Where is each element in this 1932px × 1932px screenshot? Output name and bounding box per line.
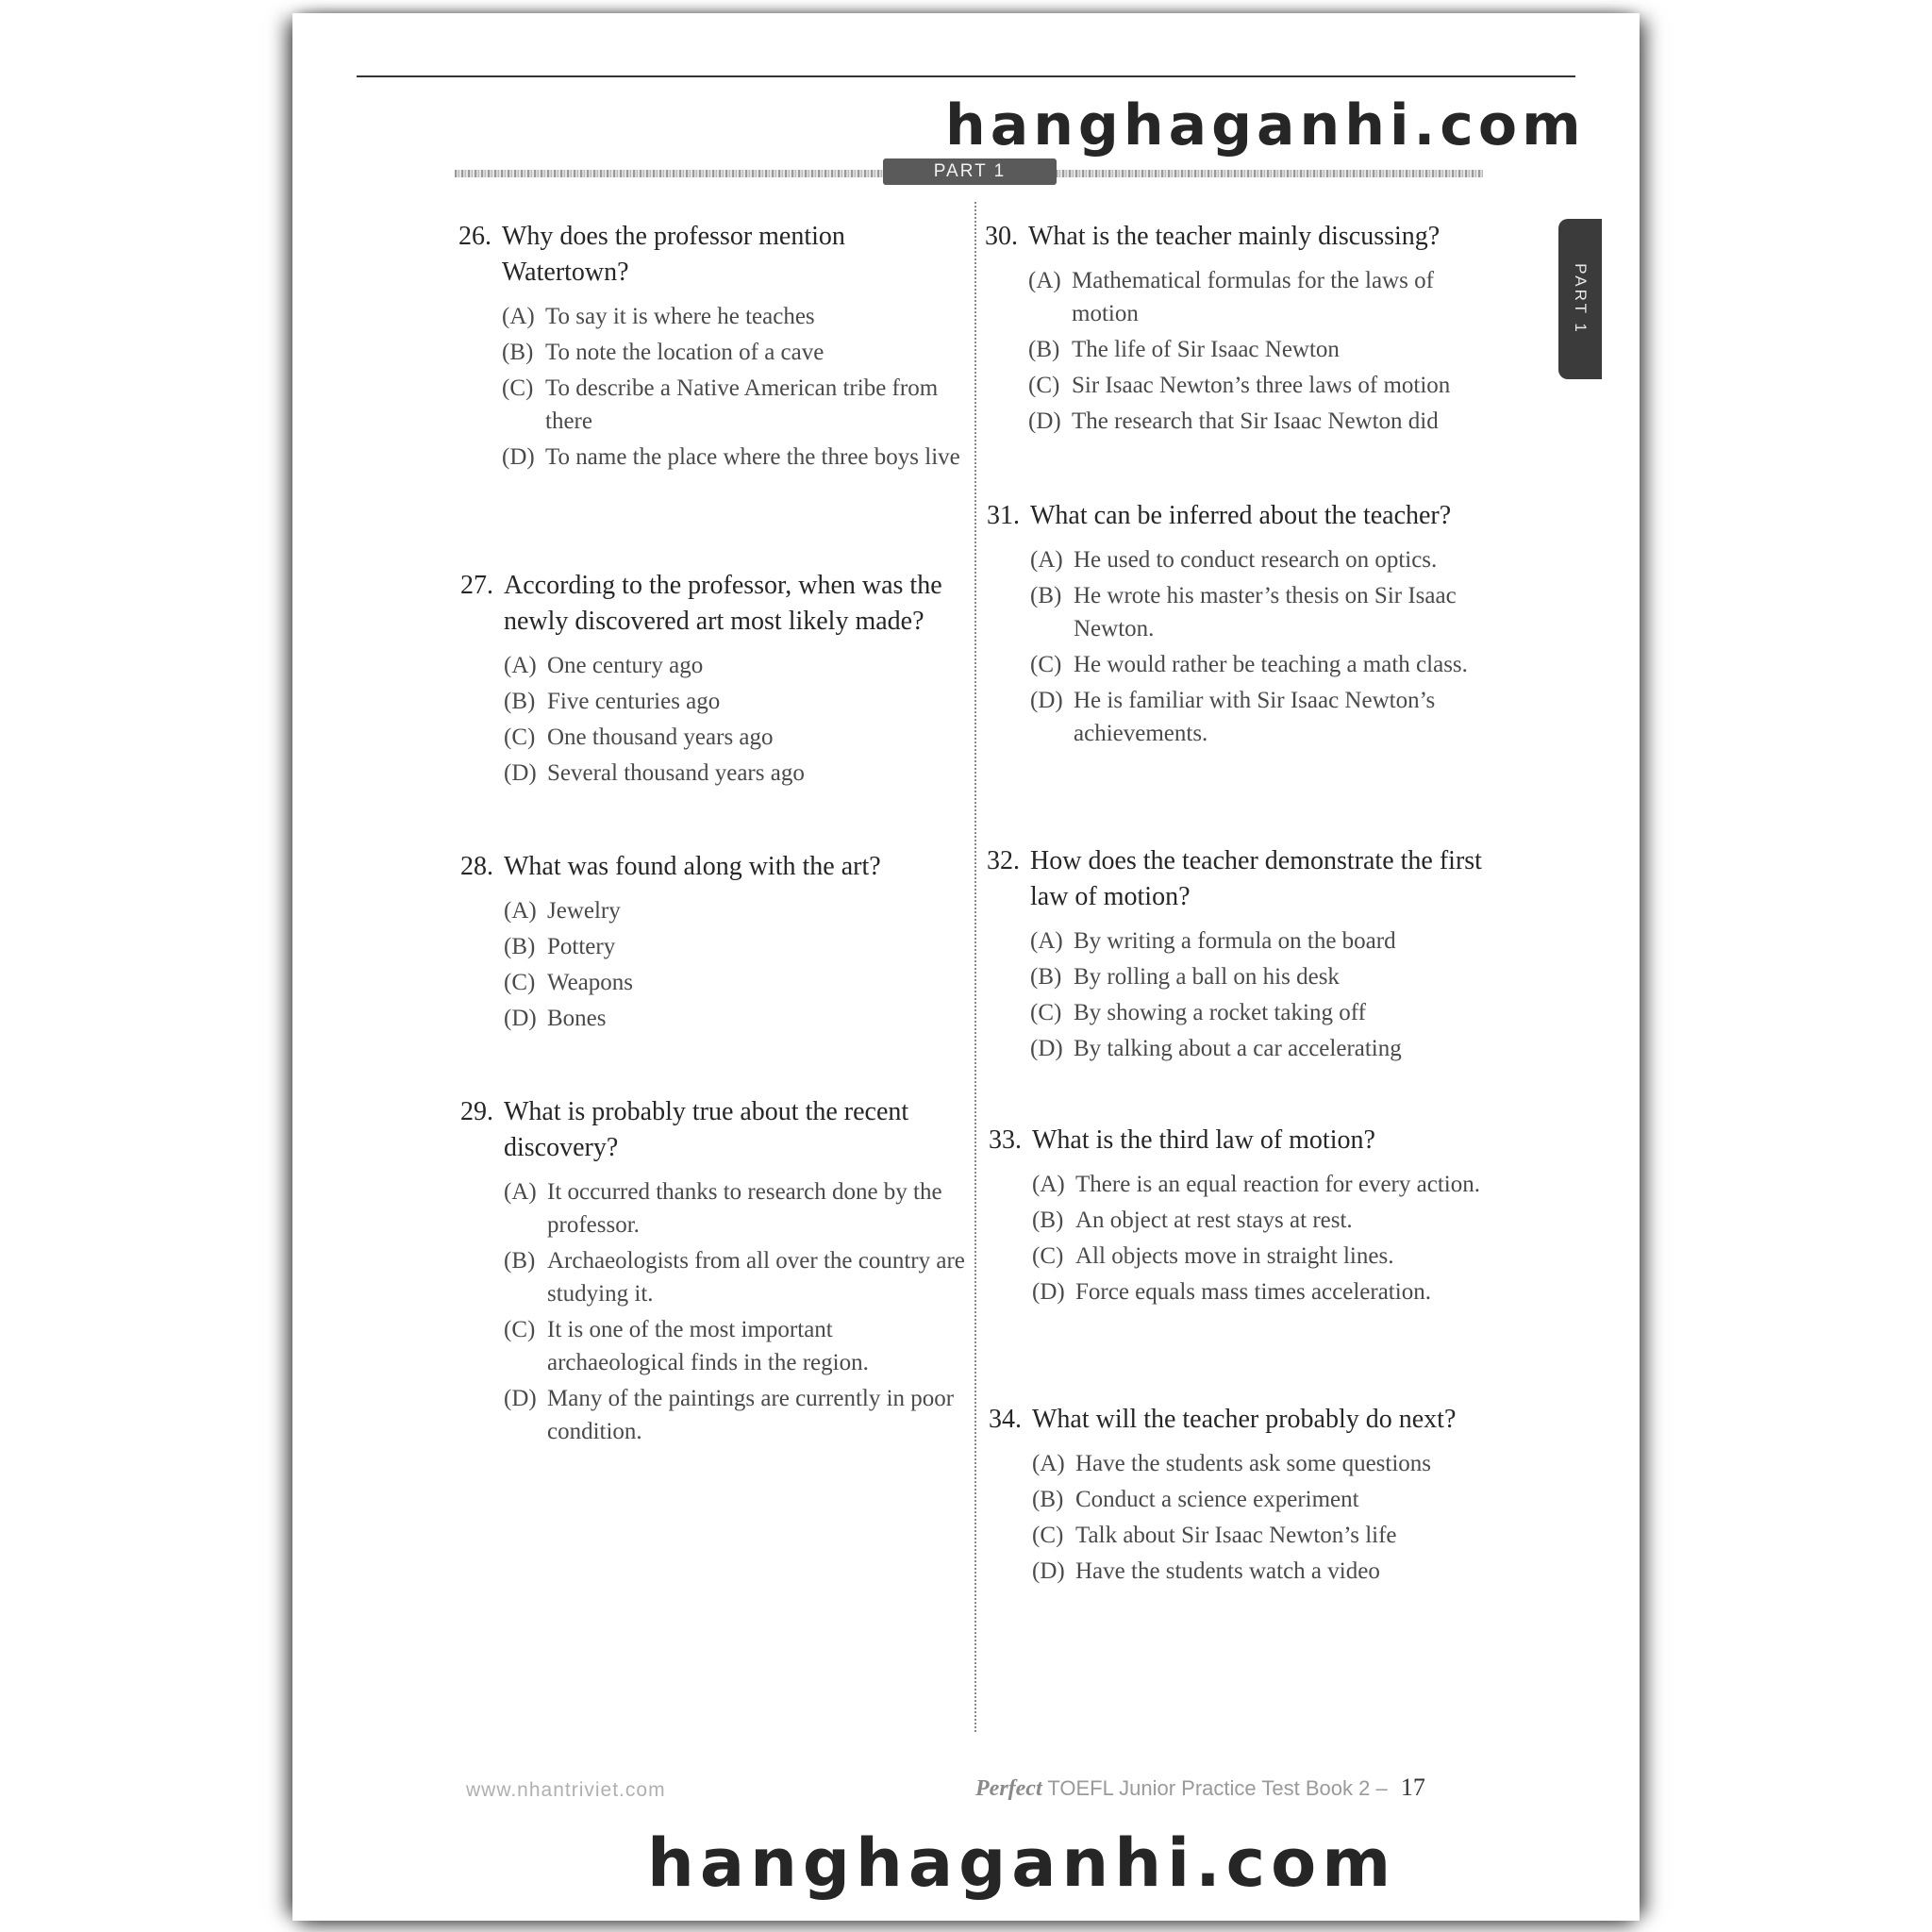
question-number: 34.: [989, 1405, 1022, 1434]
option-text: The life of Sir Isaac Newton: [1072, 337, 1340, 362]
option-c: [1030, 996, 1496, 1029]
option-text: One century ago: [547, 653, 704, 678]
option-letter: (B): [504, 934, 536, 959]
top-rule: [357, 75, 1575, 77]
option-d: [1028, 405, 1494, 438]
option-text: Have the students ask some questions: [1075, 1451, 1432, 1476]
option-text: Bones: [547, 1006, 607, 1031]
question-32: [987, 843, 1496, 1068]
option-b: [1030, 579, 1496, 645]
option-d: [1032, 1555, 1498, 1588]
option-letter: (B): [502, 340, 534, 365]
question-number: 30.: [985, 222, 1018, 251]
option-text: It occurred thanks to research done by the professor.: [547, 1179, 942, 1238]
option-b: [1032, 1483, 1498, 1516]
option-text: Conduct a science experiment: [1075, 1487, 1359, 1512]
option-letter: (B): [1032, 1487, 1064, 1512]
option-letter: (B): [1028, 337, 1060, 362]
option-b: [1028, 333, 1494, 366]
question-26: [458, 219, 968, 476]
question-number: 26.: [458, 222, 491, 251]
option-a: [504, 1175, 970, 1241]
option-text: Five centuries ago: [547, 689, 721, 714]
option-letter: (D): [1032, 1279, 1065, 1305]
option-text: Talk about Sir Isaac Newton’s life: [1075, 1523, 1397, 1548]
option-letter: (A): [1030, 547, 1063, 573]
option-a: [1030, 543, 1496, 576]
option-c: [1030, 648, 1496, 681]
option-letter: (D): [1028, 408, 1061, 434]
question-text: What is the third law of motion?: [1032, 1125, 1375, 1155]
option-c: [504, 721, 970, 754]
option-c: [1032, 1240, 1498, 1273]
option-letter: (C): [504, 970, 536, 995]
option-letter: (B): [1030, 583, 1062, 608]
option-letter: (C): [504, 1317, 536, 1342]
column-divider: [974, 202, 976, 1732]
option-b: [502, 336, 968, 369]
question-number: 31.: [987, 501, 1020, 530]
option-text: He wrote his master’s thesis on Sir Isaac Newton.: [1074, 583, 1457, 641]
question-text: What is the teacher mainly discussing?: [1028, 222, 1441, 251]
option-c: [1032, 1519, 1498, 1552]
option-text: One thousand years ago: [547, 724, 774, 750]
option-a: [1030, 924, 1496, 958]
part-label: PART 1: [883, 158, 1057, 185]
option-d: [502, 441, 968, 474]
question-number: 27.: [460, 571, 493, 600]
option-a: [1032, 1447, 1498, 1480]
option-text: There is an equal reaction for every action.: [1075, 1172, 1480, 1197]
question-34: [989, 1402, 1498, 1591]
option-a: [504, 649, 970, 682]
option-text: By rolling a ball on his desk: [1074, 964, 1340, 990]
option-text: Sir Isaac Newton’s three laws of motion: [1072, 373, 1451, 398]
option-letter: (D): [502, 444, 535, 470]
option-letter: (A): [504, 1179, 537, 1205]
watermark-top: hanghaganhi.com: [945, 92, 1586, 158]
option-d: [504, 757, 970, 790]
option-text: The research that Sir Isaac Newton did: [1072, 408, 1439, 434]
option-text: Mathematical formulas for the laws of motion: [1072, 268, 1434, 326]
option-letter: (C): [1030, 1000, 1062, 1025]
footer-book-info: [975, 1774, 1425, 1802]
option-text: Archaeologists from all over the country are studying it.: [547, 1248, 965, 1307]
option-letter: (B): [1032, 1208, 1064, 1233]
option-text: Pottery: [547, 934, 616, 959]
option-letter: (A): [1032, 1172, 1065, 1197]
question-text: What can be inferred about the teacher?: [1030, 501, 1452, 530]
question-33: [989, 1123, 1498, 1311]
option-letter: (B): [504, 689, 536, 714]
option-text: Many of the paintings are currently in poor condition.: [547, 1386, 955, 1444]
question-text: What was found along with the art?: [504, 852, 881, 881]
option-letter: (C): [1032, 1243, 1064, 1269]
question-number: 33.: [989, 1125, 1022, 1155]
option-letter: (A): [504, 898, 537, 924]
option-letter: (D): [1032, 1558, 1065, 1584]
option-letter: (C): [1028, 373, 1060, 398]
question-text: Why does the professor mention Watertown?: [502, 222, 845, 287]
option-text: To name the place where the three boys live: [545, 444, 960, 470]
option-letter: (D): [504, 1386, 537, 1411]
option-d: [1032, 1275, 1498, 1308]
footer-website: www.nhantriviet.com: [466, 1779, 666, 1801]
option-a: [504, 894, 970, 927]
question-28: [460, 849, 970, 1038]
option-text: He used to conduct research on optics.: [1074, 547, 1438, 573]
option-text: To note the location of a cave: [545, 340, 824, 365]
question-text: According to the professor, when was the newly discovered art most likely made?: [504, 571, 942, 636]
option-letter: (A): [1028, 268, 1061, 293]
option-a: [1028, 264, 1494, 330]
option-letter: (D): [1030, 1036, 1063, 1061]
question-30: [985, 219, 1494, 441]
question-text: How does the teacher demonstrate the first law of motion?: [1030, 846, 1482, 911]
option-d: [1030, 1032, 1496, 1065]
option-text: Have the students watch a video: [1075, 1558, 1380, 1584]
option-text: Force equals mass times acceleration.: [1075, 1279, 1431, 1305]
side-tab-label: PART 1: [1572, 263, 1590, 335]
option-letter: (C): [1032, 1523, 1064, 1548]
option-b: [1032, 1204, 1498, 1237]
option-text: Weapons: [547, 970, 634, 995]
option-letter: (C): [504, 724, 536, 750]
book-page: [292, 13, 1640, 1921]
option-d: [1030, 684, 1496, 750]
option-b: [504, 930, 970, 963]
option-b: [1030, 960, 1496, 993]
option-letter: (A): [502, 304, 535, 329]
option-text: To describe a Native American tribe from there: [545, 375, 939, 434]
option-b: [504, 1244, 970, 1310]
question-number: 32.: [987, 846, 1020, 875]
option-a: [502, 300, 968, 333]
option-text: It is one of the most important archaeological finds in the region.: [547, 1317, 869, 1375]
option-text: Several thousand years ago: [547, 760, 805, 786]
question-31: [987, 498, 1496, 753]
option-text: By showing a rocket taking off: [1074, 1000, 1366, 1025]
page-number: 17: [1400, 1774, 1425, 1801]
footer-brand: Perfect: [975, 1776, 1042, 1801]
option-c: [504, 966, 970, 999]
option-text: All objects move in straight lines.: [1075, 1243, 1394, 1269]
option-letter: (A): [1030, 928, 1063, 954]
option-letter: (A): [1032, 1451, 1065, 1476]
option-letter: (D): [504, 1006, 537, 1031]
option-c: [1028, 369, 1494, 402]
footer-separator: –: [1375, 1776, 1388, 1800]
option-d: [504, 1002, 970, 1035]
option-c: [504, 1313, 970, 1379]
option-b: [504, 685, 970, 718]
option-text: He is familiar with Sir Isaac Newton’s achievements.: [1074, 688, 1436, 746]
watermark-bottom: hanghaganhi.com: [647, 1824, 1397, 1902]
question-number: 29.: [460, 1097, 493, 1126]
side-tab: [1558, 219, 1602, 379]
option-letter: (C): [502, 375, 534, 401]
option-letter: (D): [504, 760, 537, 786]
option-d: [504, 1382, 970, 1448]
option-letter: (B): [1030, 964, 1062, 990]
question-text: What is probably true about the recent discovery?: [504, 1097, 909, 1162]
option-text: Jewelry: [547, 898, 621, 924]
option-text: He would rather be teaching a math class.: [1074, 652, 1468, 677]
question-29: [460, 1094, 970, 1451]
question-27: [460, 568, 970, 792]
option-letter: (B): [504, 1248, 536, 1274]
footer-book-title: TOEFL Junior Practice Test Book 2: [1047, 1776, 1371, 1800]
option-a: [1032, 1168, 1498, 1201]
option-text: To say it is where he teaches: [545, 304, 815, 329]
option-text: By writing a formula on the board: [1074, 928, 1396, 954]
option-letter: (C): [1030, 652, 1062, 677]
question-number: 28.: [460, 852, 493, 881]
option-letter: (D): [1030, 688, 1063, 713]
option-c: [502, 372, 968, 438]
option-text: An object at rest stays at rest.: [1075, 1208, 1353, 1233]
option-letter: (A): [504, 653, 537, 678]
option-text: By talking about a car accelerating: [1074, 1036, 1402, 1061]
question-text: What will the teacher probably do next?: [1032, 1405, 1457, 1434]
